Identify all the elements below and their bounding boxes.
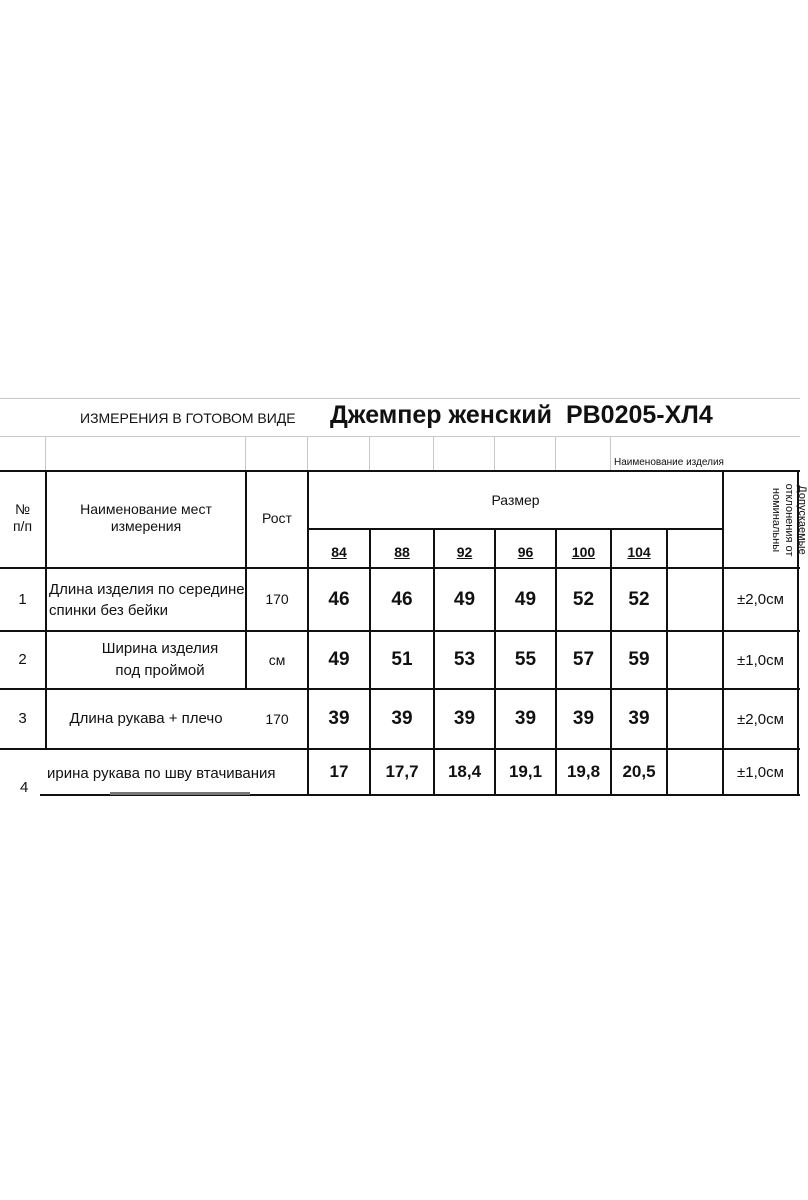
size-label: 84 bbox=[331, 544, 347, 560]
table-cell: 51 bbox=[391, 649, 413, 670]
column-header-place: Наименование мест измерения bbox=[80, 501, 212, 534]
measure-title: ИЗМЕРЕНИЯ В ГОТОВОМ ВИДЕ bbox=[80, 410, 296, 426]
column-header-tolerance-cell bbox=[724, 472, 808, 566]
row-height: 170 bbox=[265, 710, 289, 727]
table-cell: 57 bbox=[572, 649, 595, 670]
row-tolerance: ±2,0см bbox=[737, 591, 784, 608]
grid-line bbox=[369, 436, 370, 470]
table-border bbox=[0, 470, 800, 472]
table-cell: 17 bbox=[329, 762, 349, 781]
grid-line bbox=[45, 436, 46, 470]
size-label: 88 bbox=[394, 544, 410, 560]
table-cell: 39 bbox=[572, 708, 595, 729]
row-tolerance: ±1,0см bbox=[737, 651, 784, 669]
row-height: см bbox=[268, 651, 286, 668]
size-label: 92 bbox=[456, 544, 473, 560]
table-cell: 18,4 bbox=[447, 762, 482, 781]
row-number: 3 bbox=[18, 710, 27, 727]
product-title: Джемпер женский РВ0205-ХЛ4 bbox=[330, 401, 713, 429]
table-cell: 39 bbox=[514, 708, 537, 729]
row-measure-name: Длина рукава + плечо bbox=[69, 710, 223, 727]
table-cell: 39 bbox=[628, 708, 650, 729]
table-cell: 39 bbox=[453, 708, 476, 729]
table-cell: 19,1 bbox=[508, 762, 543, 781]
grid-line bbox=[307, 436, 308, 470]
table-cell: 49 bbox=[328, 649, 350, 670]
grid-line bbox=[0, 436, 800, 437]
table-cell: 17,7 bbox=[385, 762, 419, 781]
row-measure-name: Ширина изделия под проймой bbox=[101, 640, 219, 679]
grid-line bbox=[0, 398, 800, 399]
column-header-size: Размер bbox=[491, 491, 540, 508]
table-cell: 52 bbox=[628, 588, 650, 610]
grid-line bbox=[494, 436, 495, 470]
size-label: 96 bbox=[517, 544, 534, 560]
row-number: 1 bbox=[18, 590, 27, 608]
table-cell: 19,8 bbox=[566, 762, 601, 781]
row-number: 2 bbox=[18, 651, 27, 668]
table-cell: 46 bbox=[328, 588, 350, 610]
table-border bbox=[666, 528, 668, 794]
table-cell: 55 bbox=[514, 649, 537, 670]
table-cell: 53 bbox=[453, 649, 476, 670]
column-header-height: Рост bbox=[262, 509, 292, 526]
size-chart-sheet bbox=[0, 398, 808, 798]
table-cell: 46 bbox=[391, 588, 413, 610]
grid-line bbox=[610, 436, 611, 470]
column-header-number: № п/п bbox=[12, 501, 33, 534]
scan-mark bbox=[110, 792, 250, 795]
row-height: 170 bbox=[265, 591, 289, 607]
row-tolerance: ±1,0см bbox=[737, 763, 784, 781]
column-header-tolerance: Допускаемые отклонения от номинальны bbox=[770, 483, 808, 557]
table-cell: 52 bbox=[572, 588, 595, 610]
table-cell: 39 bbox=[391, 708, 413, 729]
grid-line bbox=[433, 436, 434, 470]
grid-line bbox=[245, 436, 246, 470]
table-cell: 59 bbox=[628, 649, 650, 670]
table-cell: 49 bbox=[514, 588, 537, 610]
size-label: 104 bbox=[627, 544, 651, 560]
row-measure-name: ирина рукава по шву втачивания bbox=[47, 765, 276, 782]
row-number: 4 bbox=[20, 779, 29, 796]
row-tolerance: ±2,0см bbox=[737, 710, 784, 728]
table-cell: 20,5 bbox=[622, 762, 656, 781]
grid-line bbox=[555, 436, 556, 470]
size-label: 100 bbox=[571, 544, 596, 560]
table-cell: 49 bbox=[453, 588, 476, 610]
table-cell: 39 bbox=[328, 708, 350, 729]
row-measure-name: Длина изделия по середине спинки без бейки bbox=[49, 581, 245, 619]
product-name-label: Наименование изделия bbox=[614, 457, 724, 468]
